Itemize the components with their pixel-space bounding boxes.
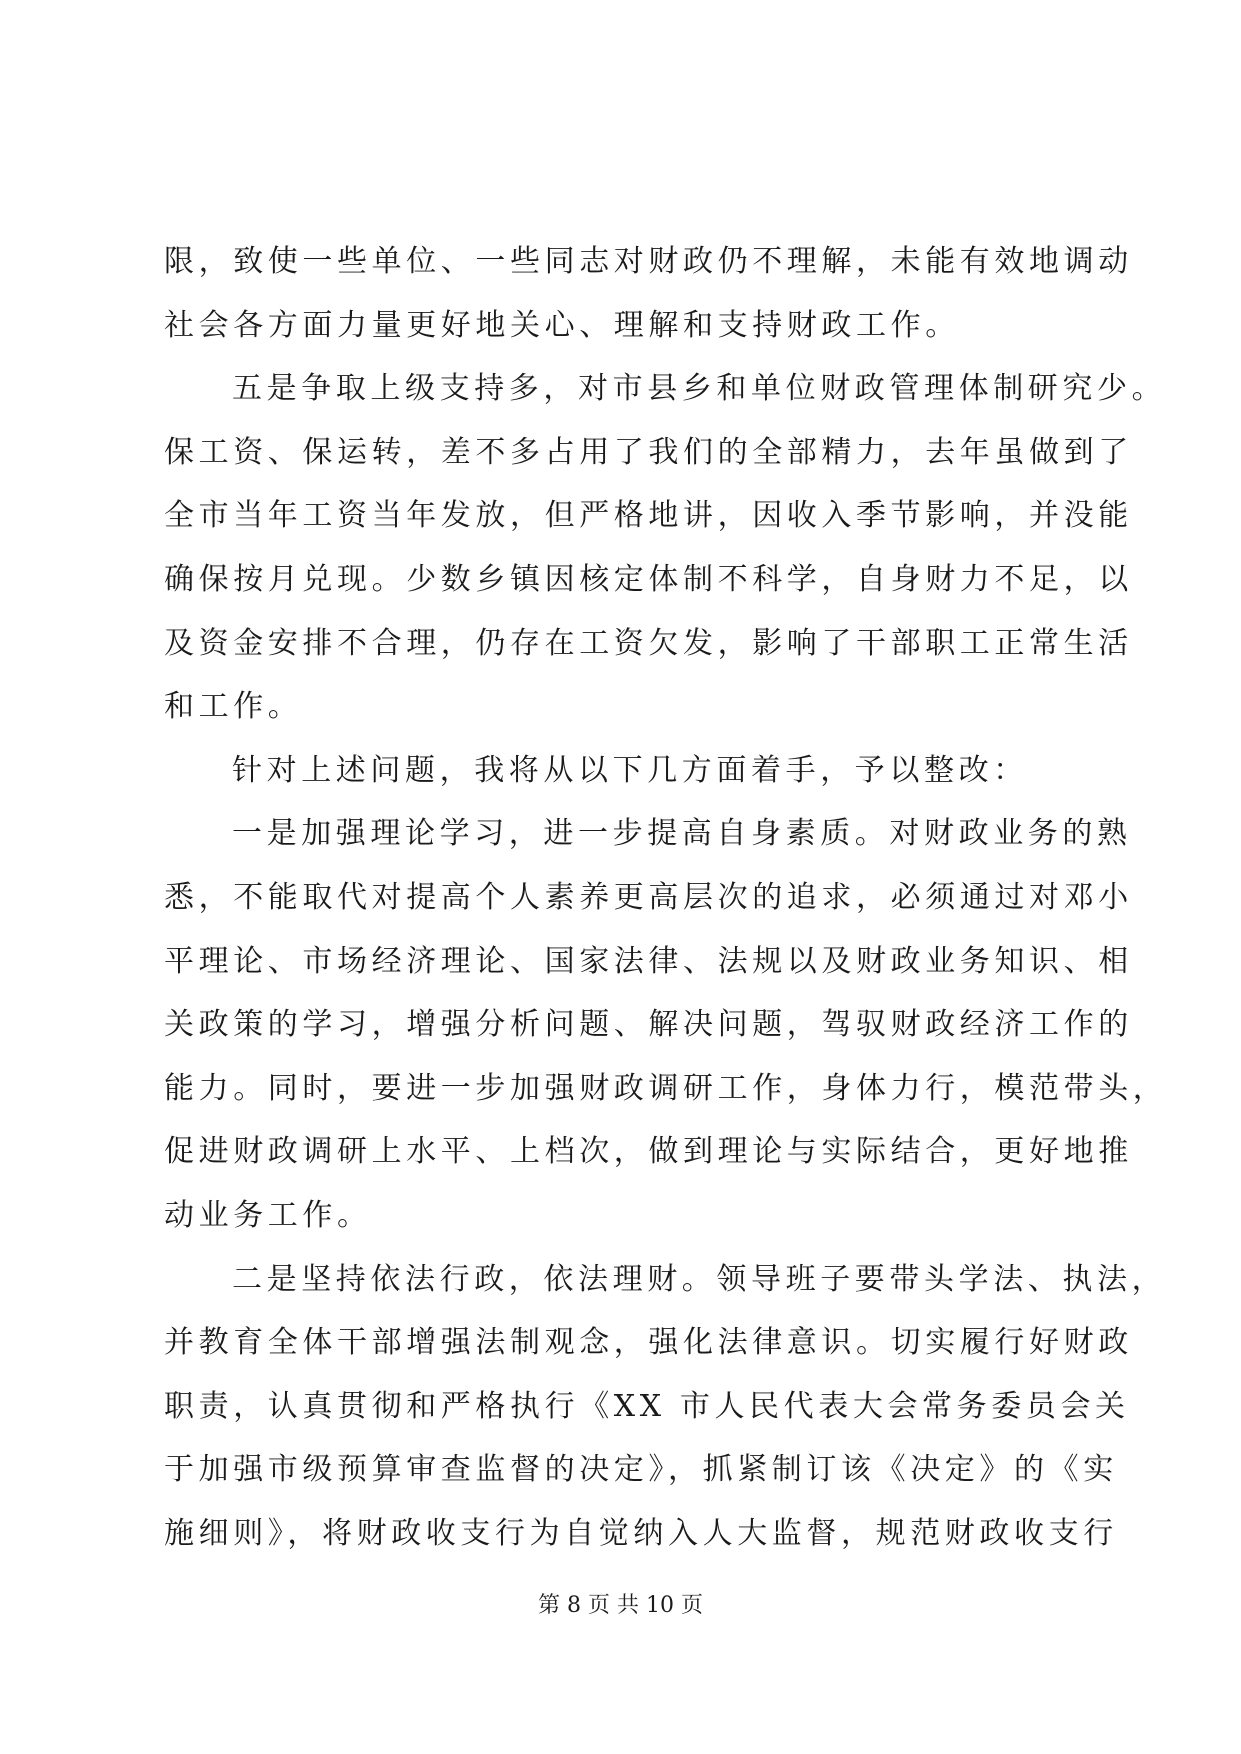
- text-line: 于加强市级预算审查监督的决定》，抓紧制订该《决定》的《实: [164, 1452, 1118, 1488]
- text-line: 一是加强理论学习，进一步提高自身素质。对财政业务的熟: [232, 816, 1132, 852]
- text-line: 和工作。: [164, 689, 303, 725]
- text-line: 施细则》，将财政收支行为自觉纳入人大监督，规范财政收支行: [164, 1515, 1118, 1551]
- text-line: 针对上述问题，我将从以下几方面着手，予以整改：: [232, 752, 1028, 788]
- text-line: 及资金安排不合理，仍存在工资欠发，影响了干部职工正常生活: [164, 625, 1133, 661]
- text-line: 五是争取上级支持多，对市县乡和单位财政管理体制研究少。: [232, 371, 1167, 407]
- text-line: 促进财政调研上水平、上档次，做到理论与实际结合，更好地推: [164, 1134, 1133, 1170]
- page-footer: 第 8 页 共 10 页: [538, 1593, 703, 1618]
- body-text: [164, 230, 1168, 1565]
- text-line: 职责，认真贯彻和严格执行《XX 市人民代表大会常务委员会关: [164, 1388, 1130, 1424]
- text-line: 二是坚持依法行政，依法理财。领导班子要带头学法、执法，: [232, 1261, 1167, 1297]
- text-line: 悉，不能取代对提高个人素养更高层次的追求，必须通过对邓小: [164, 879, 1133, 915]
- text-line: 动业务工作。: [164, 1197, 372, 1233]
- text-line: 确保按月兑现。少数乡镇因核定体制不科学，自身财力不足，以: [164, 561, 1133, 597]
- text-line: 社会各方面力量更好地关心、理解和支持财政工作。: [164, 307, 960, 343]
- text-line: 限，致使一些单位、一些同志对财政仍不理解，未能有效地调动: [164, 244, 1133, 279]
- text-line: 平理论、市场经济理论、国家法律、法规以及财政业务知识、相: [164, 943, 1133, 979]
- text-line: 保工资、保运转，差不多占用了我们的全部精力，去年虽做到了: [164, 434, 1133, 470]
- text-line: 关政策的学习，增强分析问题、解决问题，驾驭财政经济工作的: [164, 1007, 1133, 1043]
- text-line: 能力。同时，要进一步加强财政调研工作，身体力行，模范带头，: [164, 1070, 1168, 1106]
- text-line: 全市当年工资当年发放，但严格地讲，因收入季节影响，并没能: [164, 498, 1133, 534]
- text-line: 并教育全体干部增强法制观念，强化法律意识。切实履行好财政: [164, 1325, 1133, 1361]
